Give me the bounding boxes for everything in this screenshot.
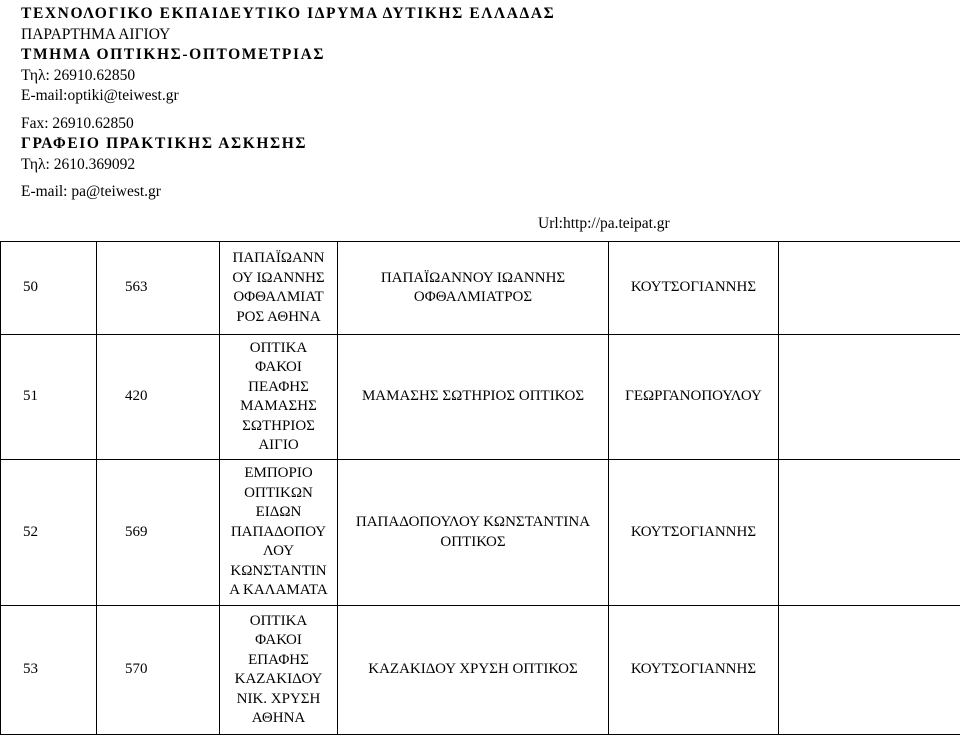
letterhead xyxy=(21,4,555,203)
supervisor-name: ΚΟΥΤΣΟΓΙΑΝΝΗΣ xyxy=(609,242,779,335)
placement-table xyxy=(0,241,960,735)
table-row xyxy=(1,335,960,460)
business-name: ΠΑΠΑΪΩΑΝΝ ΟΥ ΙΩΑΝΝΗΣ ΟΦΘΑΛΜΙΑΤ ΡΟΣ ΑΘΗΝΑ xyxy=(220,242,338,335)
business-name: ΟΠΤΙΚΑ ΦΑΚΟΙ ΕΠΑΦΗΣ ΚΑΖΑΚΙΔΟΥ ΝΙΚ. ΧΡΥΣΗ ΑΘΗΝΑ xyxy=(220,606,338,735)
owner-name: ΚΑΖΑΚΙΔΟΥ ΧΡΥΣΗ ΟΠΤΙΚΟΣ xyxy=(338,606,609,735)
business-name: ΕΜΠΟΡΙΟ ΟΠΤΙΚΩΝ ΕΙΔΩΝ ΠΑΠΑΔΟΠΟΥ ΛΟΥ ΚΩΝΣΤΑΝΤΙΝ Α ΚΑΛΑΜΑΤΑ xyxy=(220,460,338,606)
business-name: ΟΠΤΙΚΑ ΦΑΚΟΙ ΠΕΑΦΗΣ ΜΑΜΑΣΗΣ ΣΩΤΗΡΙΟΣ ΑΙΓΙΟ xyxy=(220,335,338,460)
department-phone: Τηλ: 26910.62850 xyxy=(21,66,136,84)
office-url[interactable]: Url:http://pa.teipat.gr xyxy=(538,215,670,232)
row-code: 570 xyxy=(97,606,220,735)
office-title: ΓΡΑΦΕΙΟ ΠΡΑΚΤΙΚΗΣ ΑΣΚΗΣΗΣ xyxy=(21,135,308,152)
empty-cell xyxy=(779,606,960,735)
row-code: 563 xyxy=(97,242,220,335)
row-number: 51 xyxy=(1,335,97,460)
row-number: 53 xyxy=(1,606,97,735)
institution-title: ΤΕΧΝΟΛΟΓΙΚΟ ΕΚΠΑΙΔΕΥΤΙΚΟ ΙΔΡΥΜΑ ΔΥΤΙΚΗΣ ΕΛΛΑΔΑΣ xyxy=(21,5,556,22)
owner-name: ΠΑΠΑΪΩΑΝΝΟΥ ΙΩΑΝΝΗΣ ΟΦΘΑΛΜΙΑΤΡΟΣ xyxy=(338,242,609,335)
supervisor-name: ΚΟΥΤΣΟΓΙΑΝΝΗΣ xyxy=(609,460,779,606)
department-fax: Fax: 26910.62850 xyxy=(21,114,134,132)
empty-cell xyxy=(779,335,960,460)
owner-name: ΠΑΠΑΔΟΠΟΥΛΟΥ ΚΩΝΣΤΑΝΤΙΝΑ ΟΠΤΙΚΟΣ xyxy=(338,460,609,606)
empty-cell xyxy=(779,242,960,335)
owner-name: ΜΑΜΑΣΗΣ ΣΩΤΗΡΙΟΣ ΟΠΤΙΚΟΣ xyxy=(338,335,609,460)
table-row xyxy=(1,606,960,735)
table-row xyxy=(1,460,960,606)
department-title: ΤΜΗΜΑ ΟΠΤΙΚΗΣ-ΟΠΤΟΜΕΤΡΙΑΣ xyxy=(21,46,326,63)
supervisor-name: ΚΟΥΤΣΟΓΙΑΝΝΗΣ xyxy=(609,606,779,735)
row-number: 52 xyxy=(1,460,97,606)
supervisor-name: ΓΕΩΡΓΑΝΟΠΟΥΛΟΥ xyxy=(609,335,779,460)
branch-name: ΠΑΡΑΡΤΗΜΑ ΑΙΓΙΟΥ xyxy=(21,25,171,43)
department-email[interactable]: E-mail:optiki@teiwest.gr xyxy=(21,87,179,104)
office-phone: Τηλ: 2610.369092 xyxy=(21,155,136,173)
row-code: 569 xyxy=(97,460,220,606)
row-number: 50 xyxy=(1,242,97,335)
empty-cell xyxy=(779,460,960,606)
table-row xyxy=(1,242,960,335)
row-code: 420 xyxy=(97,335,220,460)
office-email[interactable]: E-mail: pa@teiwest.gr xyxy=(21,183,161,200)
